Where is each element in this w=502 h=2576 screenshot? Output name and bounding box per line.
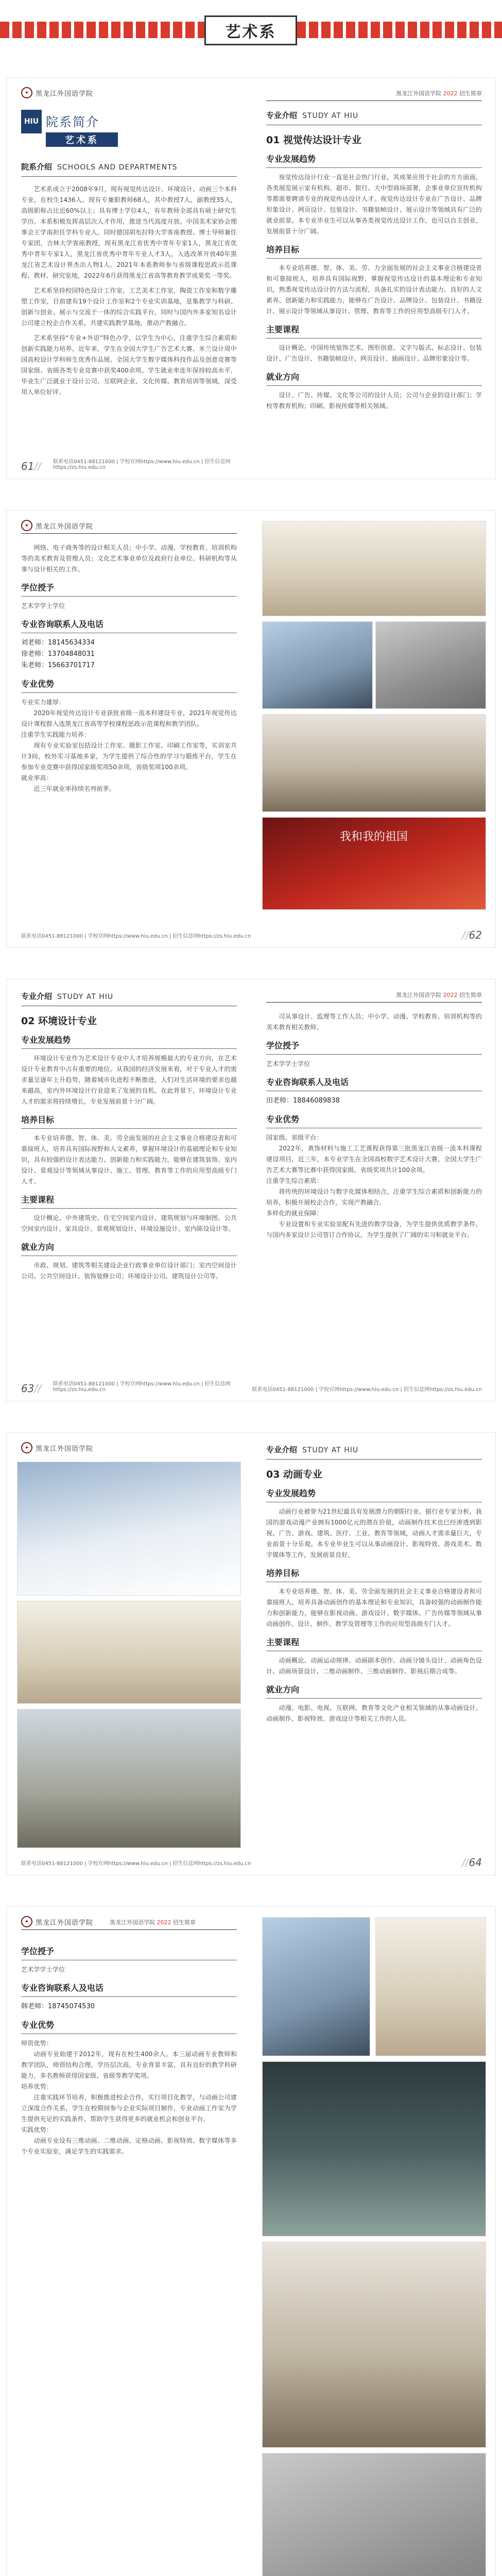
photo-drawing: [375, 1917, 486, 2056]
adv-text: 2022年，黄饰材料与施工工艺课程获得第三批黑龙江省级一流本科课程建设项目，近三年，本专业学生在全国高校数字艺术设计大赛、全国大学生广告艺术大赛等比赛中获得国家级、省级奖项共计100余项。: [266, 1145, 482, 1174]
section-zh: 专业介绍: [266, 1445, 298, 1454]
dev-title: 专业发展趋势: [266, 1488, 316, 1498]
degree-text: 艺术学学士学位: [21, 1966, 65, 1973]
school-emblem-icon: ✦: [21, 1442, 32, 1453]
spread-1-right: [252, 78, 496, 479]
header-right: [110, 1918, 196, 1926]
spread-4: [6, 1432, 496, 1875]
course-text: 动画概论、动画运动规律、动画剧本创作、动画分镜头设计、动画角色设计、动画场景设计、二维动画制作、三维动画制作、影视后期合成等。: [266, 1657, 482, 1675]
school-logo: [21, 87, 93, 98]
adv-text: 动画专业始建于2012年，现有在校生400余人。本三届动画专业教师和教学团队，师资结构合理，学历层次高，专业背景丰富，具有良好的教学科研能力，多名教师获得国家级、省级等教学奖项。: [21, 2050, 237, 2079]
footer-text: 联系电话0451-88121000 | 学校官网https://www.hiu.edu.cn | 招生信息网https://zs.hiu.edu.cn: [53, 1381, 231, 1393]
section-label: [266, 1444, 482, 1455]
photo-signing: [262, 714, 486, 812]
adv-title: 专业优势: [266, 1114, 300, 1124]
photo-students: [262, 2242, 486, 2448]
divider: [266, 1698, 482, 1699]
header-year: 2022: [157, 1919, 171, 1926]
adv-item: 师资优势：: [21, 2040, 53, 2047]
header-school: 黑龙江外国语学院: [396, 992, 443, 998]
hiu-dept: 艺术系: [46, 132, 118, 147]
spread-1: [6, 77, 496, 479]
section-label: [21, 161, 237, 172]
career-text: 设计、广告、传媒、文化等公司的设计人员；公司与企业的设计部门；学校等教育机构；印刷、影视传媒等相关领域。: [266, 392, 482, 410]
divider: [266, 385, 482, 386]
photo-models: [17, 1709, 241, 1848]
footer-text: 联系电话0451-88121000 | 学校官网https://www.hiu.edu.cn | 招生信息网https://zs.hiu.edu.cn: [21, 1861, 251, 1867]
photo-studio-class: [17, 1601, 241, 1704]
spread-2-right: [252, 511, 496, 947]
major-title: 02 环境设计专业: [21, 1015, 97, 1027]
adv-title: 专业优势: [21, 2020, 55, 2030]
photo-classroom: [262, 521, 486, 616]
school-name: 黑龙江外国语学院: [36, 1445, 94, 1453]
school-logo: [21, 1916, 93, 1927]
header-right: [396, 89, 482, 97]
section-en: SCHOOLS AND DEPARTMENTS: [57, 163, 178, 172]
dept-paragraph: 艺术系成立于2008年9月，现有视觉传达设计、环境设计、动画三个本科专业，在校生1436人。现有专兼职教师68人，其中教授7人，副教授35人，高级职称占比近60%以上；具有博士学位4人，有年教师全部具有硕士研究生学历。本系积极发挥高层次人才作用，推进当代高度开放。中国美术家协会理事会王学南担任学科专业人，同时德国胡布拉特大学客座教授、博士导师兼任专家团，吉林大学客座教授，现有黑龙江省优秀中青年专家1人，黑龙江省优秀中青年专家1人，黑龙江省优秀中青年专业人才3人，入选改革开放40年黑龙江省艺术设计界杰出人物1人。2021年本系教师参与省级课程思政示范课程、教材、研究室地，2022年6月获得黑龙江省高等教育教学成果奖一等奖。: [21, 185, 237, 279]
divider: [21, 1208, 237, 1209]
photo-snow-group: [17, 1462, 241, 1596]
spread-2-left: [7, 511, 251, 947]
adv-item: 实践优势：: [21, 2126, 53, 2133]
career-text: 市政、规划、建筑等相关建设企业行政事业单位设计部门；室内空间设计公司、公共空间设计、装饰装修公司；环境设计公司、建筑设计公司等。: [21, 1262, 237, 1280]
degree-text: 艺术学学士学位: [266, 1060, 310, 1067]
contact-title: 专业咨询联系人及电话: [21, 1983, 104, 1993]
adv-item: 注重学生综合素质：: [266, 1177, 323, 1184]
page-number: //64: [462, 1856, 482, 1869]
page-number-value: 63: [21, 1382, 34, 1395]
dev-text: 环境设计专业作为艺术设计专业中人才培养规模最大的专业方向，在艺术设计专业教育中占有重要的地位。从我国的经济发展来看，对于专业人才的需求量呈逐年上升趋势，随着城市化进程不断推进，人们对生活环境的要求也越来越高，室内外环境设计行业迎来了发展的良机。在此背景下，环境设计专业人才的需求将持续增长，专业发展前景十分广阔。: [21, 1055, 237, 1105]
divider: [266, 167, 482, 168]
header-line: [266, 100, 482, 101]
goal-title: 培养目标: [266, 245, 300, 255]
adv-text: 将传统的环境设计与数字化媒体相结合，注重学生综合素质和创新能力的培养，积极开展校企合作，实现产教融合。: [266, 1188, 482, 1206]
section-en: STUDY AT HIU: [302, 112, 359, 120]
spread-4-left: [7, 1433, 251, 1875]
adv-text: 动画专业设有三维动画、二维动画、定格动画、影视特效、数字媒体等多个专业实验室，满足学生的实践需求。: [21, 2137, 237, 2155]
top-banner: [0, 0, 502, 63]
header-line: [266, 1002, 482, 1003]
contact-phone: 韩老师：18745074530: [21, 2003, 95, 2010]
dev-text: 视觉传达设计行业一直是社会热门行业，其成果应用于社会的方方面面，各类展览展示家有机构、超市、银行、大中型商场部署，企事业单位宣传机构等都需要聘请专业的视觉传达设计人才。视觉传达设计专业在广告设计、品牌形象设计、网页设计、包装设计、书籍装帧设计、展示设计等领域具有广泛的就业前景。本专业毕业生可以从事各类视觉传达设计工作，也可以自主创业，发展前景十分广阔。: [266, 174, 482, 235]
divider: [21, 692, 237, 693]
footer-text: 联系电话0451-88121000 | 学校官网https://www.hiu.edu.cn | 招生信息网https://zs.hiu.edu.cn: [21, 934, 251, 939]
header-school: 黑龙江外国语学院: [396, 90, 443, 97]
adv-item: 专业实力雄厚：: [21, 699, 65, 706]
dev-title: 专业发展趋势: [21, 1035, 71, 1045]
degree-title: 学位授予: [21, 583, 55, 592]
hiu-badge: HIU: [21, 110, 42, 133]
adv-item: 注重学生实践能力培养：: [21, 731, 91, 738]
contact-phone: 朱老师：15663701717: [21, 662, 95, 669]
school-name: 黑龙江外国语学院: [36, 90, 94, 98]
school-name: 黑龙江外国语学院: [36, 522, 94, 531]
header-school: 黑龙江外国语学院: [110, 1919, 157, 1926]
header-suffix: 招生简章: [171, 1919, 196, 1926]
section-zh: 专业介绍: [266, 111, 298, 120]
course-text: 设计概论、中国传统装饰艺术、图形创意、文字与版式、标志设计、包装设计、广告设计、书籍装帧设计、网页设计、插画设计、品牌形象设计等。: [266, 344, 482, 362]
adv-text: 现有专业实验室包括设计工作室、摄影工作室、印刷工作室等，实训室共计3间，校外实习基地多家，为学生提供了综合性的学习与锻炼平台，学生在参加专业竞赛中获得国家级奖项50余项，省级奖项100余项。: [21, 742, 237, 771]
school-logo: [21, 1442, 93, 1453]
major-title: 01 视觉传达设计专业: [266, 134, 362, 146]
photo-exhibition: [262, 2061, 486, 2236]
career-title: 就业方向: [266, 372, 300, 382]
section-label: [21, 991, 237, 1002]
section-zh: 院系介绍: [21, 162, 53, 172]
header-right: [396, 991, 482, 999]
hiu-title: 院系简介: [46, 115, 99, 129]
header-suffix: 招生简章: [457, 90, 482, 97]
header-year: 2022: [443, 90, 458, 97]
section-en: STUDY AT HIU: [302, 1446, 359, 1454]
spread-1-left: [7, 78, 251, 479]
career-text: 动漫、电影、电视、互联网、教育等文化产业相关领域的从事动画设计、动画制作、影视特效、游戏设计等相关工作的人员。: [266, 1704, 482, 1722]
adv-item: 培养优势：: [21, 2083, 53, 2090]
header-year: 2022: [443, 992, 458, 998]
dev-title: 专业发展趋势: [266, 154, 316, 164]
adv-text: 注重实践环节培养，积极推进校企合作，实行项目化教学，与动画公司建立深度合作关系，学生在校期间参与企业实际项目制作，专业动画工作室为学生提供充足的实践条件，帮助学生获得更多的就业机会和创业平台。: [21, 2094, 237, 2123]
contact-phone: 田老师：18846089838: [266, 1097, 340, 1105]
school-logo: [21, 520, 93, 531]
divider: [21, 2033, 237, 2034]
page-number-value: 61: [21, 460, 34, 472]
adv-title: 专业优势: [21, 679, 55, 689]
spread-3: [6, 979, 496, 1401]
career-title: 就业方向: [266, 1685, 300, 1694]
course-title: 主要课程: [21, 1195, 55, 1205]
footer-text: 联系电话0451-88121000 | 学校官网https://www.hiu.edu.cn | 招生信息网https://zs.hiu.edu.cn: [252, 1387, 482, 1393]
adv-text: 近三年就业率持续名列前茅。: [33, 785, 115, 792]
header-line: [21, 533, 237, 534]
goal-text: 本专业培养德、智、体、美、劳全面发展的社会主义事业合格建设者和可靠接班人，培养具有国际视野和人文素养，掌握环境设计的基础理论和专业知识，具有较强的设计表达能力、创新能力和实践能力，能够在建筑装饰、室内设计、景观设计等领域从事设计、施工、管理、教育等工作的应用型高级专门人才。: [21, 1134, 237, 1185]
dept-paragraph: 艺术系坚持校园特色设计工作室，工艺美术工作室，陶瓷工作室和数字雕塑工作室，目前建有19个设计工作室和2个专业实训基地，是集教学与科研、创新与创业、展示与交流于一体的综合实践平台，同时与国内外多家知名设计公司建立校企合作关系，共建实践教学基地，推动产教融合。: [21, 287, 237, 327]
school-emblem-icon: ✦: [21, 1916, 32, 1927]
course-title: 主要课程: [266, 325, 300, 334]
page-number-value: 62: [469, 929, 482, 941]
school-emblem-icon: ✦: [21, 520, 32, 531]
school-name: 黑龙江外国语学院: [36, 1919, 94, 1927]
divider: [21, 596, 237, 597]
adv-text: 专业设置和专业实验室配有先进的教学设备，为学生提供优质教学条件，与国内多家设计公司签订合作协议，为学生提供了广阔的实习和就业平台。: [266, 1221, 482, 1239]
section-underline: [266, 1459, 482, 1460]
dev-text: 动画行业被誉为21世纪最具有发展潜力的朝阳行业。据行业专家分析，我国的游戏动漫产业拥有1000亿元的潜在价值，动画制作技术也已经渗透到影视、广告、游戏、建筑、医疗、工业、教育等领域，动画人才需求量巨大，专业前景十分乐观。本专业毕业生可以从事动画设计、影视特效、游戏美术、数字媒体等工作，发展前景良好。: [266, 1508, 482, 1558]
major-title: 03 动画专业: [266, 1469, 323, 1480]
spread-5-left: [7, 1907, 251, 2576]
spread-3-right: [252, 979, 496, 1401]
page-number-value: 64: [469, 1856, 482, 1869]
spread-2: [6, 510, 496, 948]
adv-item: 国家级、省级平台：: [266, 1134, 323, 1141]
intro-text: 网络、电子商务等的设计相关人员；中小学、动漫、学校教育、培训机构等的美术教育及管理人员；文化艺术事业单位及政府行业单位、科研机构等从事与设计相关的工作。: [21, 544, 237, 573]
footer-text: 联系电话0451-88121000 | 学校官网https://www.hiu.edu.cn | 招生信息网https://zs.hiu.edu.cn: [53, 459, 231, 470]
page-number: //62: [462, 929, 482, 941]
photo-stage: [262, 817, 486, 910]
spread-3-left: [7, 979, 251, 1401]
section-en: STUDY AT HIU: [57, 993, 114, 1001]
banner-title: 艺术系: [204, 15, 297, 45]
divider: [21, 1996, 237, 1997]
hiu-intro-block: [21, 110, 124, 152]
goal-title: 培养目标: [266, 1568, 300, 1578]
intro-text: 司从事设计、监理等工作人员；中小学、动漫、学校教育、培训机构等的美术教育相关教师。: [266, 1013, 482, 1031]
photo-caption: 我和我的祖国: [340, 831, 408, 843]
section-underline: [21, 176, 237, 177]
contact-phone: 徐老师：13704848031: [21, 650, 95, 658]
photo-workshop: [262, 2453, 486, 2576]
contact-phone: 刘老师：18145634334: [21, 639, 95, 647]
goal-title: 培养目标: [21, 1115, 55, 1125]
course-title: 主要课程: [266, 1637, 300, 1647]
career-title: 就业方向: [21, 1242, 55, 1252]
spread-5: [6, 1906, 496, 2576]
goal-text: 本专业培养德、智、体、美、劳、力全面发展的社会主义事业合格建设者和可靠接班人，培养具有国际视野、掌握视觉传达设计的基本理论和专业知识，熟悉视觉传达设计的方法与流程，具备扎实的设计表达能力、良好的人文素养、创新能力和实践能力，能够在广告设计、品牌设计、包装设计、书籍设计、展示设计等领域从事设计、管理、教育等工作的应用型高级专门人才。: [266, 264, 482, 315]
photo-building: [375, 621, 486, 709]
course-text: 设计概论、中外建筑史、住宅空间室内设计、建筑规划与环境制图、公共空间室内设计、家具设计、景观规划设计、环境设施设计、室内陈设设计等。: [21, 1214, 237, 1232]
page-number: 63//: [21, 1382, 41, 1395]
spread-4-right: [252, 1433, 496, 1875]
section-label: [266, 110, 482, 121]
divider: [266, 1054, 482, 1055]
contact-title: 专业咨询联系人及电话: [266, 1077, 349, 1087]
school-emblem-icon: ✦: [21, 87, 32, 98]
contact-title: 专业咨询联系人及电话: [21, 619, 104, 629]
header-line: [21, 1929, 237, 1930]
adv-text: 2020年视觉传达设计专业获批省级一流本科建设专业，2021年视觉传达设计课程群入选黑龙江省高等学校课程思政示范课程和教学团队。: [21, 709, 237, 727]
photo-computer-lab: [262, 1917, 370, 2056]
degree-title: 学位授予: [266, 1041, 300, 1050]
header-suffix: 招生简章: [457, 992, 482, 998]
degree-text: 艺术学学士学位: [21, 602, 65, 609]
photo-studio: [262, 621, 373, 709]
adv-item: 就业率高：: [21, 774, 53, 782]
divider: [266, 258, 482, 259]
divider: [21, 1048, 237, 1049]
degree-title: 学位授予: [21, 1946, 55, 1956]
divider: [21, 1128, 237, 1129]
spread-5-right: [252, 1907, 496, 2576]
adv-item: 多样化的就业保障：: [266, 1210, 323, 1217]
section-zh: 专业介绍: [21, 992, 53, 1001]
dept-paragraph: 艺术系坚持“专业+外语”特色办学，以学生为中心，注重学生综合素质和创新实践能力培养。近年来，学生在全国大学生广告艺术大赛、米兰设计周中国高校设计学科师生优秀作品展、全国大学生数字媒体科技作品及创意竞赛等国家级、省级各类专业竞赛中获奖400余项。学生就业率连年保持较高水平，毕业生广泛就业于设计公司、互联网企业、文化传媒、教育培训等领域，深受用人单位好评。: [21, 334, 237, 396]
page-number: 61//: [21, 460, 41, 472]
goal-text: 本专业培养德、智、体、美、劳全面发展的社会主义事业合格建设者和可靠接班人，培养具备动画创作的基本理论和专业知识，具备较强的动画制作能力和创新能力，能够在影视动画、游戏设计、数字媒体、广告传媒等领域从事动画创作、设计、制作、教学及管理等工作的应用型高级专门人才。: [266, 1588, 482, 1628]
